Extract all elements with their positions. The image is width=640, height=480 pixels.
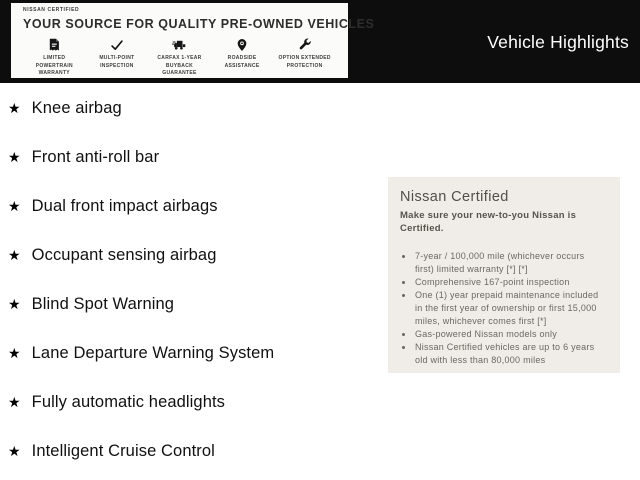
cpo-headline: YOUR SOURCE FOR QUALITY PRE-OWNED VEHICLES xyxy=(23,17,375,31)
highlight-list-item xyxy=(8,294,274,315)
cpo-feature-label: LIMITED POWERTRAIN WARRANTY xyxy=(35,55,73,76)
highlight-label: Intelligent Cruise Control xyxy=(31,442,215,460)
star-bullet-icon: ★ xyxy=(8,99,21,116)
star-bullet-icon: ★ xyxy=(8,197,21,214)
cpo-feature-label: OPTION EXTENDED PROTECTION xyxy=(278,55,331,69)
nissan-certified-panel xyxy=(388,177,620,373)
cpo-feature xyxy=(148,38,211,78)
highlight-label: Occupant sensing airbag xyxy=(31,246,217,264)
highlight-list-item xyxy=(8,392,274,413)
highlight-list-item xyxy=(8,98,274,119)
highlight-label: Front anti-roll bar xyxy=(31,148,160,166)
highlight-label: Knee airbag xyxy=(31,99,122,117)
cpo-feature xyxy=(273,38,336,78)
page-title: Vehicle Highlights xyxy=(487,32,629,52)
certified-panel-bullet-list xyxy=(414,250,606,367)
cpo-badge-title: NISSAN CERTIFIED xyxy=(23,7,80,13)
certified-panel-bullet: • One (1) year prepaid maintenance included in the first year of ownership or first 15,000 miles, whichever comes first [*] xyxy=(414,289,606,328)
checkmark-icon xyxy=(110,38,124,52)
certified-panel-bullet: • Gas-powered Nissan models only xyxy=(414,328,606,341)
star-bullet-icon: ★ xyxy=(8,393,21,410)
certified-panel-bullet: • Nissan Certified vehicles are up to 6 years old with less than 80,000 miles xyxy=(414,341,606,367)
highlight-list-item xyxy=(8,441,274,462)
cpo-feature xyxy=(211,38,274,78)
star-bullet-icon: ★ xyxy=(8,295,21,312)
certified-panel-bullet: • Comprehensive 167-point inspection xyxy=(414,276,606,289)
cpo-feature-row xyxy=(23,38,336,78)
location-pin-icon xyxy=(235,38,249,52)
star-bullet-icon: ★ xyxy=(8,246,21,263)
highlight-label: Blind Spot Warning xyxy=(31,295,175,313)
certified-panel-bullet: • 7-year / 100,000 mile (whichever occurs first) limited warranty [*] [*] xyxy=(414,250,606,276)
highlight-label: Fully automatic headlights xyxy=(31,393,226,411)
cpo-feature xyxy=(86,38,149,78)
warranty-certificate-icon xyxy=(47,38,61,52)
truck-icon xyxy=(172,38,186,52)
cpo-feature-label: CARFAX 1-YEAR BUYBACK GUARANTEE xyxy=(157,55,202,76)
certified-pre-owned-card xyxy=(11,3,375,78)
vehicle-highlights-list xyxy=(8,98,274,480)
highlight-list-item xyxy=(8,147,274,168)
certified-panel-title: Nissan Certified xyxy=(400,189,509,205)
star-bullet-icon: ★ xyxy=(8,344,21,361)
wrench-icon xyxy=(298,38,312,52)
cpo-feature-label: ROADSIDE ASSISTANCE xyxy=(224,55,260,69)
highlight-list-item xyxy=(8,196,274,217)
highlight-list-item xyxy=(8,245,274,266)
highlight-label: Dual front impact airbags xyxy=(31,197,218,215)
cpo-feature xyxy=(23,38,86,78)
star-bullet-icon: ★ xyxy=(8,442,21,459)
highlight-list-item xyxy=(8,343,274,364)
top-banner xyxy=(0,0,640,83)
cpo-feature-label: MULTI-POINT INSPECTION xyxy=(99,55,135,69)
star-bullet-icon: ★ xyxy=(8,148,21,165)
highlight-label: Lane Departure Warning System xyxy=(31,344,275,362)
certified-panel-subtitle: Make sure your new-to-you Nissan is Certified. xyxy=(400,210,577,235)
